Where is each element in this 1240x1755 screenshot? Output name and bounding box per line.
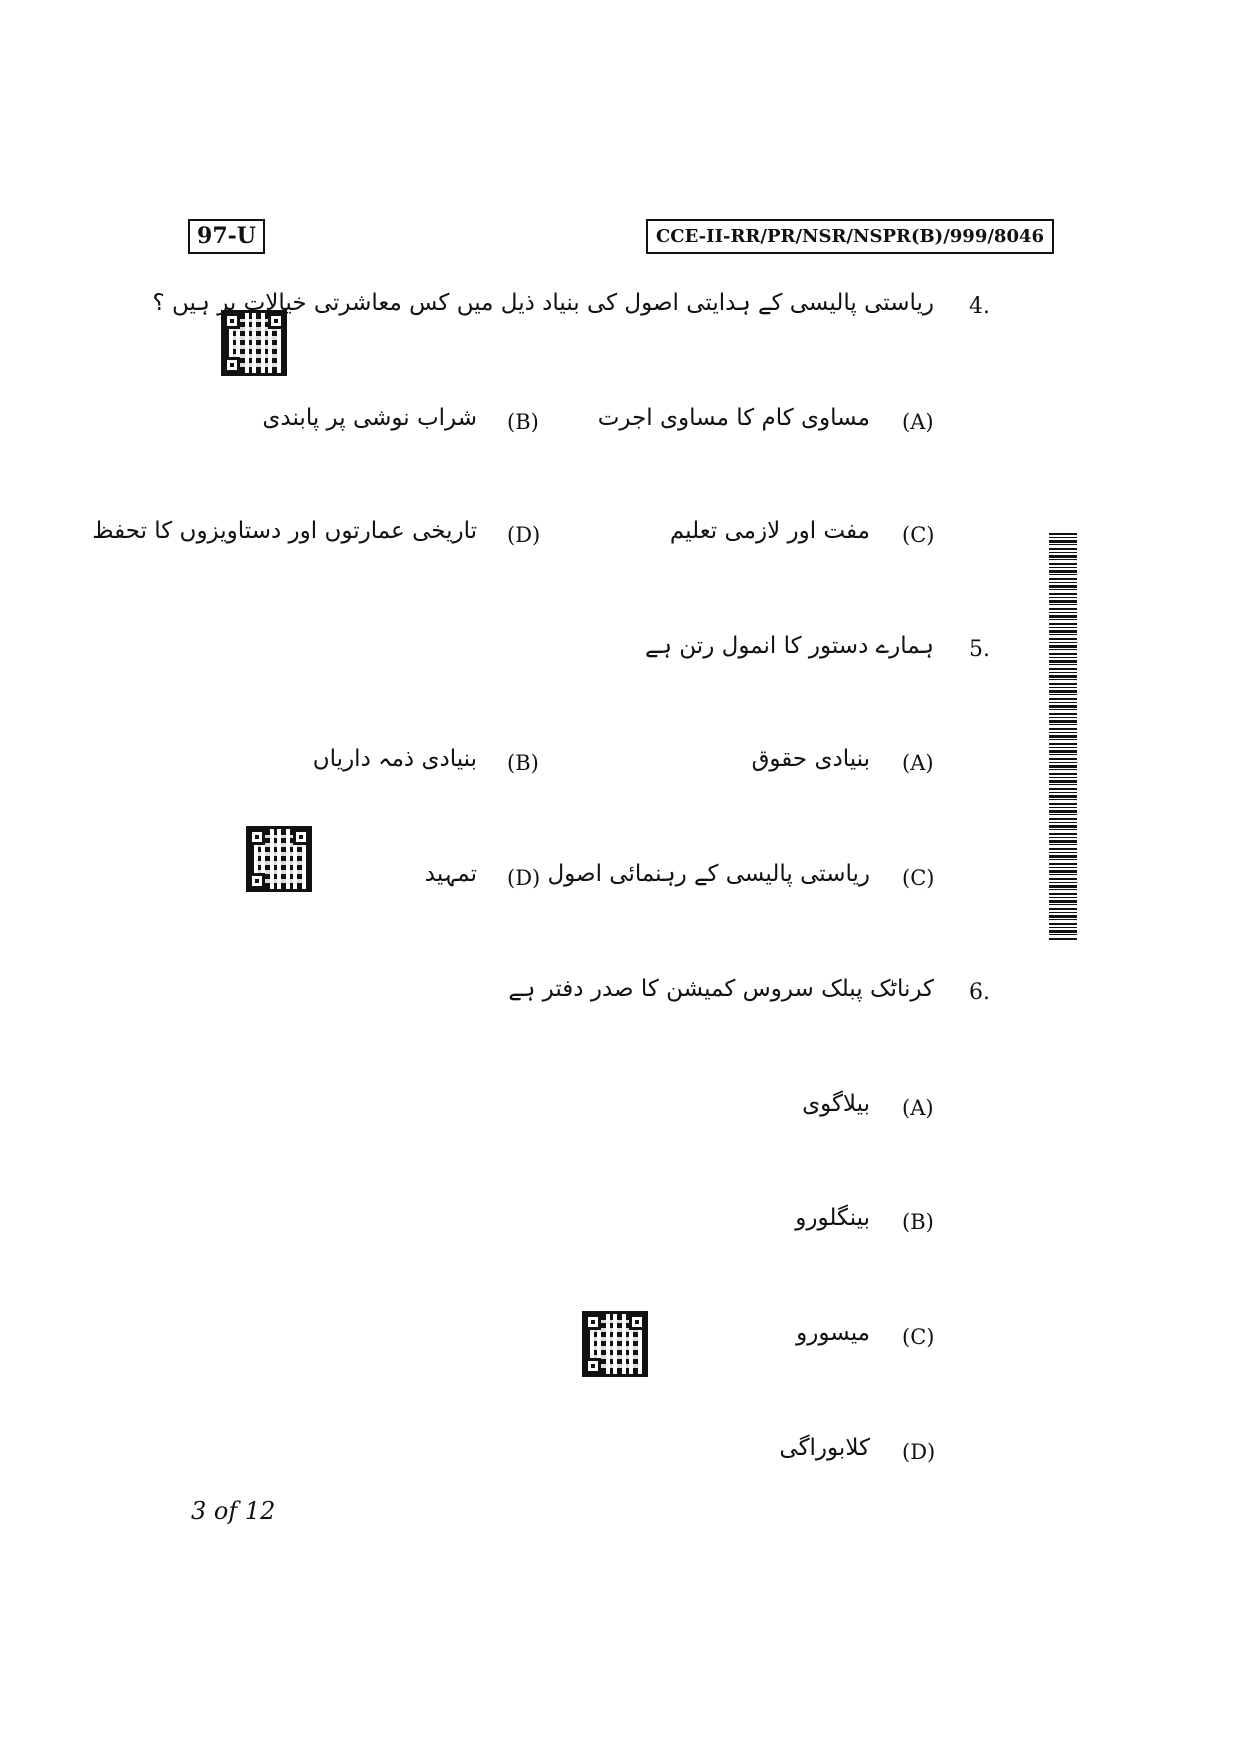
question-number: 5. — [969, 637, 990, 662]
option-label: (A) — [902, 410, 934, 434]
paper-code: 97-U — [188, 219, 265, 254]
question-text: ریاستی پالیسی کے ہدایتی اصول کی بنیاد ذیل میں کس معاشرتی خیالات پر ہیں ؟ — [152, 290, 934, 316]
option-text: تاریخی عمارتوں اور دستاویزوں کا تحفظ — [92, 518, 477, 544]
option-label: (B) — [507, 751, 539, 775]
option-label: (A) — [902, 751, 934, 775]
question-text: ہمارے دستور کا انمول رتن ہے — [645, 633, 934, 659]
qr-code-icon — [582, 1311, 648, 1377]
page-number: 3 of 12 — [191, 1497, 276, 1525]
option-label: (A) — [902, 1096, 934, 1120]
qr-code-icon — [221, 310, 287, 376]
option-label: (B) — [902, 1210, 934, 1234]
option-text: تمہید — [424, 861, 477, 887]
option-label: (D) — [902, 1440, 936, 1464]
qr-code-icon — [246, 826, 312, 892]
option-label: (C) — [902, 523, 935, 547]
option-text: شراب نوشی پر پابندی — [262, 405, 477, 431]
option-label: (D) — [507, 866, 541, 890]
option-text: مساوی کام کا مساوی اجرت — [597, 405, 870, 431]
option-label: (B) — [507, 410, 539, 434]
option-label: (C) — [902, 866, 935, 890]
option-text: مفت اور لازمی تعلیم — [669, 518, 870, 544]
question-number: 6. — [969, 980, 990, 1005]
option-text: بینگلورو — [795, 1205, 870, 1231]
question-number: 4. — [969, 294, 990, 319]
option-label: (C) — [902, 1325, 935, 1349]
option-text: ریاستی پالیسی کے رہنمائی اصول — [547, 861, 870, 887]
option-label: (D) — [507, 523, 541, 547]
option-text: بنیادی ذمہ داریاں — [312, 746, 477, 772]
barcode-icon — [1049, 533, 1077, 941]
series-code: CCE-II-RR/PR/NSR/NSPR(B)/999/8046 — [646, 219, 1054, 254]
option-text: بیلاگوی — [802, 1091, 870, 1117]
option-text: بنیادی حقوق — [751, 746, 870, 772]
option-text: میسورو — [796, 1320, 870, 1346]
question-text: کرناٹک پبلک سروس کمیشن کا صدر دفتر ہے — [508, 976, 934, 1002]
option-text: کلابوراگی — [779, 1435, 870, 1461]
